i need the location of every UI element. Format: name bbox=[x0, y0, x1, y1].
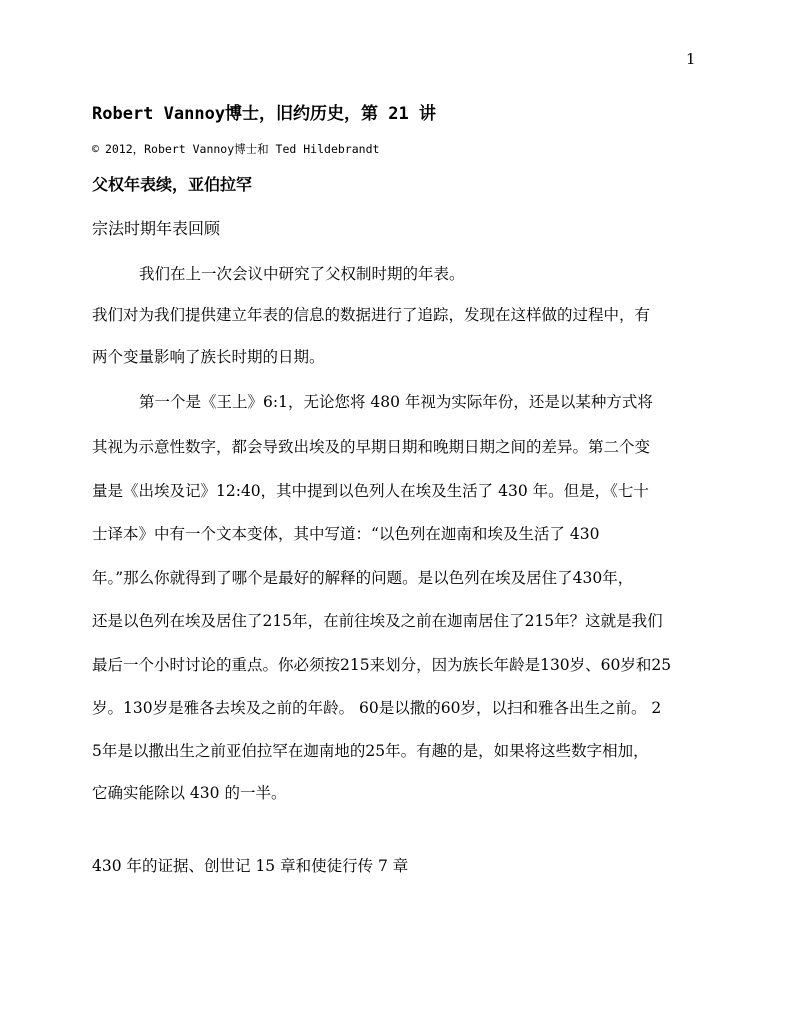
paragraph-line: 我们对为我们提供建立年表的信息的数据进行了追踪，发现在这样做的过程中，有 bbox=[92, 306, 651, 324]
paragraph-line: 最后一个小时讨论的重点。你必须按215来划分，因为族长年龄是130岁、60岁和25 bbox=[92, 656, 672, 674]
document-title: Robert Vannoy博士，旧约历史，第 21 讲 bbox=[92, 104, 436, 124]
copyright-icon: © bbox=[92, 142, 99, 156]
paragraph-line: 量是《出埃及记》12:40，其中提到以色列人在埃及生活了 430 年。但是，《七十 bbox=[92, 482, 649, 500]
copyright-line bbox=[92, 141, 379, 157]
paragraph-line: 士译本》中有一个文本变体，其中写道：“以色列在迦南和埃及生活了 430 bbox=[92, 525, 600, 543]
paragraph-line: 5年是以撒出生之前亚伯拉罕在迦南地的25年。有趣的是，如果将这些数字相加， bbox=[92, 742, 649, 760]
paragraph-line: 还是以色列在埃及居住了215年，在前往埃及之前在迦南居住了215年？这就是我们 bbox=[92, 612, 663, 630]
subheading: 宗法时期年表回顾 bbox=[92, 219, 221, 238]
page-number: 1 bbox=[686, 50, 696, 68]
paragraph-line: 我们在上一次会议中研究了父权制时期的年表。 bbox=[139, 265, 465, 283]
paragraph-line: 其视为示意性数字，都会导致出埃及的早期日期和晚期日期之间的差异。第二个变 bbox=[92, 438, 651, 456]
paragraph-line: 两个变量影响了族长时期的日期。 bbox=[92, 348, 325, 366]
bottom-heading: 430 年的证据、创世记 15 章和使徒行传 7 章 bbox=[92, 857, 409, 875]
paragraph-line: 岁。130岁是雅各去埃及之前的年龄。 60是以撒的60岁，以扫和雅各出生之前。 2 bbox=[92, 699, 662, 717]
section-heading: 父权年表续，亚伯拉罕 bbox=[92, 175, 253, 194]
paragraph-line: 年。”那么你就得到了哪个是最好的解释的问题。是以色列在埃及居住了430年， bbox=[92, 569, 634, 587]
paragraph-line: 第一个是《王上》6:1，无论您将 480 年视为实际年份，还是以某种方式将 bbox=[139, 393, 653, 411]
copyright-text: 2012，Robert Vannoy博士和 Ted Hildebrandt bbox=[104, 142, 380, 156]
paragraph-line: 它确实能除以 430 的一半。 bbox=[92, 784, 287, 802]
